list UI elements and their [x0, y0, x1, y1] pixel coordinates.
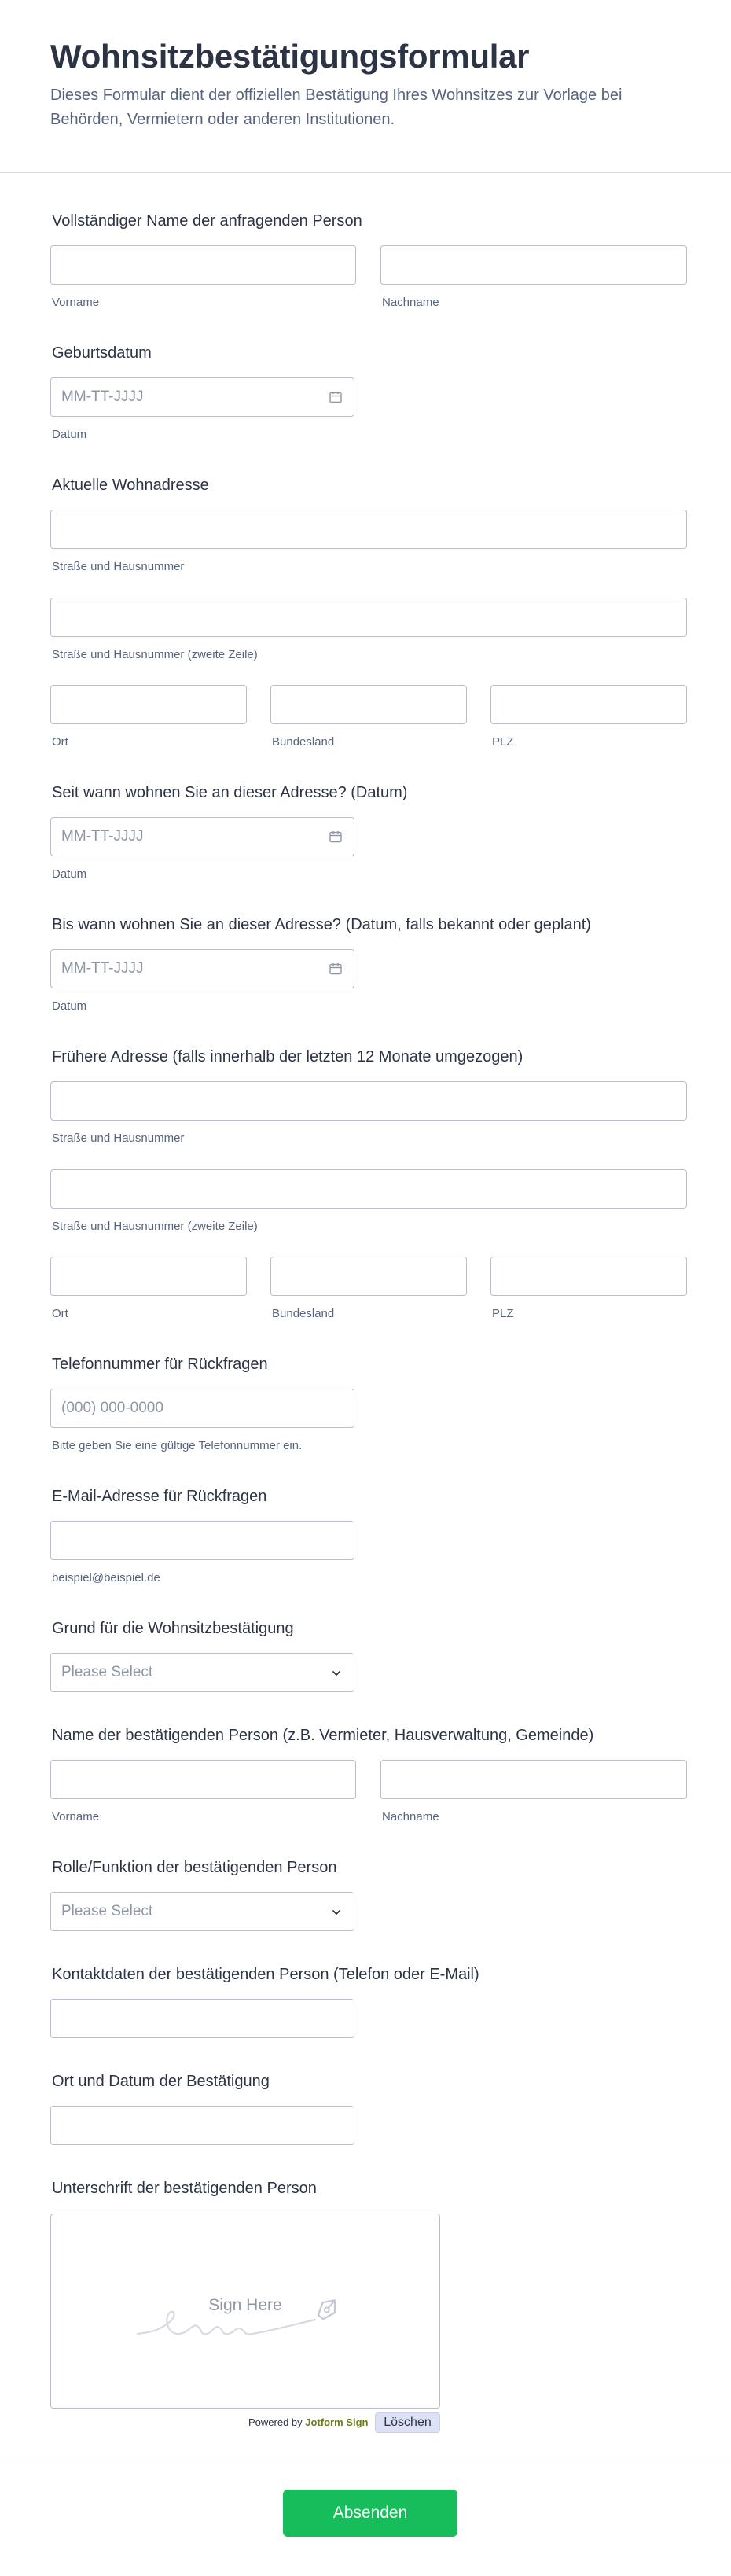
address-zip-sublabel: PLZ [492, 735, 514, 749]
email-sublabel: beispiel@beispiel.de [52, 1571, 160, 1584]
confirmer-last-name-sublabel: Nachname [382, 1810, 439, 1823]
first-name-sublabel: Vorname [52, 296, 100, 309]
submit-button[interactable]: Absenden [283, 2490, 457, 2537]
place-date-label: Ort und Datum der Bestätigung [52, 2073, 270, 2090]
birthdate-placeholder: MM-TT-JJJJ [61, 388, 144, 405]
since-date-input[interactable] [50, 817, 354, 856]
confirmer-first-name-sublabel: Vorname [52, 1810, 100, 1823]
first-name-input[interactable] [50, 245, 356, 285]
since-date-sublabel: Datum [52, 867, 87, 881]
prev-zip-sublabel: PLZ [492, 1307, 514, 1320]
chevron-down-icon [330, 1667, 343, 1680]
powered-by-text [248, 2416, 368, 2428]
address-zip-input[interactable] [490, 685, 687, 724]
address-city-input[interactable] [50, 685, 247, 724]
signature-scribble-icon [130, 2285, 366, 2348]
prev-street-sublabel: Straße und Hausnummer [52, 1132, 185, 1145]
clear-signature-button[interactable]: Löschen [375, 2412, 440, 2433]
jotform-sign-brand[interactable]: Jotform Sign [305, 2416, 369, 2428]
birthdate-label: Geburtsdatum [52, 344, 152, 362]
chevron-down-icon [330, 1906, 343, 1919]
place-date-input[interactable] [50, 2106, 354, 2145]
address-state-sublabel: Bundesland [272, 735, 335, 749]
reason-label: Grund für die Wohnsitzbestätigung [52, 1620, 294, 1637]
confirmer-name-label: Name der bestätigenden Person (z.B. Vermieter, Hausverwaltung, Gemeinde) [52, 1727, 594, 1744]
role-select-value: Please Select [61, 1903, 153, 1919]
calendar-icon[interactable] [329, 830, 343, 844]
address-street-sublabel: Straße und Hausnummer [52, 560, 185, 573]
until-date-sublabel: Datum [52, 999, 87, 1013]
prev-city-input[interactable] [50, 1257, 247, 1296]
powered-by-label: Powered by [248, 2416, 303, 2428]
last-name-input[interactable] [380, 245, 687, 285]
form-title: Wohnsitzbestätigungsformular [50, 38, 530, 75]
sign-here-text: Sign Here [208, 2296, 282, 2314]
prev-street-input[interactable] [50, 1081, 687, 1121]
address-city-sublabel: Ort [52, 735, 68, 749]
role-label: Rolle/Funktion der bestätigenden Person [52, 1859, 337, 1876]
contact-input[interactable] [50, 1999, 354, 2038]
until-date-placeholder: MM-TT-JJJJ [61, 960, 144, 977]
signature-pad[interactable] [50, 2214, 440, 2409]
prev-state-sublabel: Bundesland [272, 1307, 335, 1320]
confirmer-last-name-input[interactable] [380, 1760, 687, 1799]
reason-select[interactable] [50, 1653, 354, 1692]
until-label: Bis wann wohnen Sie an dieser Adresse? (Datum, falls bekannt oder geplant) [52, 916, 591, 933]
address-street-input[interactable] [50, 510, 687, 549]
prev-city-sublabel: Ort [52, 1307, 68, 1320]
phone-placeholder: (000) 000-0000 [61, 1400, 163, 1416]
since-label: Seit wann wohnen Sie an dieser Adresse? (Datum) [52, 784, 408, 801]
contact-label: Kontaktdaten der bestätigenden Person (Telefon oder E-Mail) [52, 1966, 479, 1983]
name-label: Vollständiger Name der anfragenden Person [52, 212, 362, 230]
form-description: Dieses Formular dient der offiziellen Bestätigung Ihres Wohnsitzes zur Vorlage bei Behörden, Vermietern oder anderen Institutionen. [50, 86, 623, 128]
phone-sublabel: Bitte geben Sie eine gültige Telefonnummer ein. [52, 1439, 303, 1452]
until-date-input[interactable] [50, 949, 354, 988]
confirmer-first-name-input[interactable] [50, 1760, 356, 1799]
address-label: Aktuelle Wohnadresse [52, 477, 209, 494]
prev-zip-input[interactable] [490, 1257, 687, 1296]
calendar-icon[interactable] [329, 962, 343, 976]
prev-state-input[interactable] [270, 1257, 467, 1296]
since-date-placeholder: MM-TT-JJJJ [61, 828, 144, 845]
birthdate-sublabel: Datum [52, 428, 87, 441]
phone-label: Telefonnummer für Rückfragen [52, 1356, 268, 1373]
prev-address-label: Frühere Adresse (falls innerhalb der letzten 12 Monate umgezogen) [52, 1048, 523, 1065]
reason-select-value: Please Select [61, 1664, 153, 1680]
last-name-sublabel: Nachname [382, 296, 439, 309]
address-street2-input[interactable] [50, 598, 687, 637]
email-label: E-Mail-Adresse für Rückfragen [52, 1488, 267, 1505]
prev-street2-input[interactable] [50, 1169, 687, 1209]
birthdate-input[interactable] [50, 377, 354, 417]
signature-label: Unterschrift der bestätigenden Person [52, 2180, 317, 2197]
address-state-input[interactable] [270, 685, 467, 724]
prev-street2-sublabel: Straße und Hausnummer (zweite Zeile) [52, 1220, 258, 1233]
email-input[interactable] [50, 1521, 354, 1560]
address-street2-sublabel: Straße und Hausnummer (zweite Zeile) [52, 648, 258, 661]
phone-input[interactable] [50, 1389, 354, 1428]
role-select[interactable] [50, 1892, 354, 1931]
form-header [0, 0, 731, 173]
calendar-icon[interactable] [329, 390, 343, 404]
